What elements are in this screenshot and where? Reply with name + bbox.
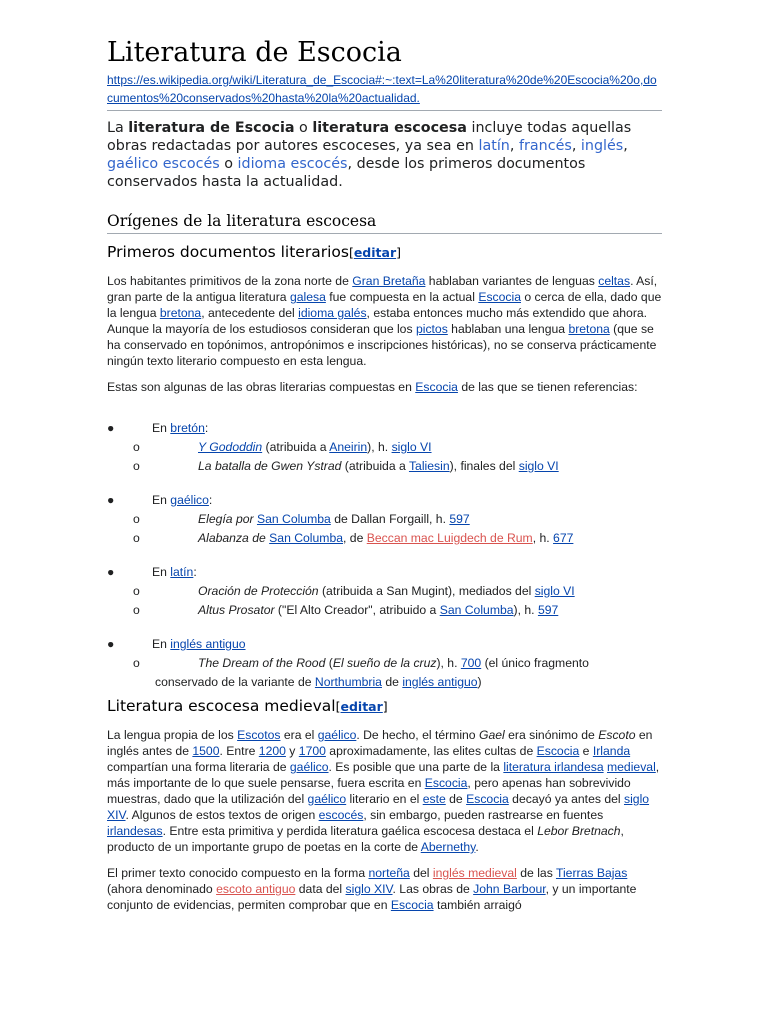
link[interactable]: Irlanda	[592, 744, 631, 758]
text: , de	[343, 531, 367, 545]
text: (que se ha conservado en topónimos, antropónimos e inscripciones históricas), no se conserva prácticamente ningún texto literario compuesto en esta lengua.	[107, 322, 657, 368]
text: de las	[516, 866, 556, 880]
link-frances[interactable]: francés	[518, 138, 572, 154]
text: La batalla de Gwen Ystrad	[198, 459, 342, 473]
text: era sinónimo de	[504, 728, 599, 742]
bullet-disc-icon: ●	[107, 565, 115, 579]
link[interactable]: San Columba	[439, 603, 514, 617]
bullet-circle-icon: o	[133, 459, 140, 473]
redlink[interactable]: escoto antiguo	[216, 882, 296, 896]
text: El sueño de la cruz	[332, 656, 437, 670]
link[interactable]: idioma galés	[298, 306, 367, 320]
text: también arraigó	[433, 898, 522, 912]
text: y	[285, 744, 299, 758]
text: ,	[623, 138, 628, 154]
link[interactable]: literatura irlandesa	[503, 760, 604, 774]
link[interactable]: siglo VI	[391, 440, 432, 454]
link[interactable]: latín	[170, 565, 194, 579]
link[interactable]: 700	[460, 656, 482, 670]
text: del	[409, 866, 433, 880]
page-title: Literatura de Escocia	[107, 37, 402, 68]
text: (atribuida a San Mugint), mediados del	[318, 584, 535, 598]
bullet-disc-icon: ●	[107, 637, 115, 651]
text: de	[445, 792, 467, 806]
bullet-circle-icon: o	[133, 512, 140, 526]
text: ), h.	[367, 440, 392, 454]
link[interactable]: Escotos	[237, 728, 281, 742]
text: de las que se tienen referencias:	[457, 380, 638, 394]
heading-text: Literatura escocesa medieval	[107, 697, 336, 715]
bold-term: literatura escocesa	[312, 120, 467, 136]
text: . Entre	[219, 744, 259, 758]
bullet-disc-icon: ●	[107, 493, 115, 507]
link[interactable]: gaélico	[317, 728, 357, 742]
text: La lengua propia de los	[107, 728, 238, 742]
link[interactable]: siglo XIV	[345, 882, 393, 896]
list-subitem	[107, 457, 662, 476]
text: , sin embargo, pueden rastrearse en fuentes	[363, 808, 604, 822]
link[interactable]: 677	[553, 531, 574, 545]
subsection-heading-medieval	[107, 696, 662, 717]
link[interactable]: gaélico	[170, 493, 209, 507]
link[interactable]: siglo XIV	[107, 792, 650, 822]
link[interactable]: 1500	[192, 744, 220, 758]
link[interactable]: norteña	[368, 866, 410, 880]
paragraph-obras	[107, 379, 662, 395]
text: de Dallan Forgaill, h.	[330, 512, 450, 526]
text: hablaban variantes de lenguas	[425, 274, 599, 288]
text: fue compuesta en la actual	[325, 290, 479, 304]
list-subitem	[107, 438, 662, 457]
text: (ahora denominado	[107, 882, 217, 896]
link[interactable]: John Barbour	[473, 882, 546, 896]
bullet-circle-icon: o	[133, 603, 140, 617]
text: Alabanza de	[198, 531, 270, 545]
text: o cerca de ella, dado que la lengua	[107, 290, 662, 320]
text: ,	[509, 138, 519, 154]
text: hablaban una lengua	[447, 322, 569, 336]
text: conservado de la variante de	[155, 675, 315, 689]
link[interactable]: Escocia	[536, 744, 580, 758]
text: literario en el	[346, 792, 423, 806]
link[interactable]: irlandesas	[107, 824, 163, 838]
list-subitem	[107, 601, 662, 620]
text: (atribuida a	[262, 440, 330, 454]
text: (el único fragmento	[481, 656, 589, 670]
link[interactable]: 1200	[258, 744, 286, 758]
text: , y un importante conjunto de evidencias, permiten comprobar que en	[107, 882, 637, 912]
text: . Así, gran parte de la antigua literatura	[107, 274, 658, 304]
link[interactable]: siglo VI	[534, 584, 575, 598]
text: ), h.	[436, 656, 461, 670]
link[interactable]: inglés antiguo	[170, 637, 246, 651]
link[interactable]: pictos	[415, 322, 448, 336]
text: , desde los primeros documentos conservados hasta la actualidad.	[107, 156, 586, 190]
link[interactable]: San Columba	[269, 531, 344, 545]
text: :	[208, 493, 213, 507]
text: aproximadamente, las elites cultas de	[325, 744, 537, 758]
link[interactable]: Escocia	[466, 792, 509, 806]
link[interactable]: Escocia	[424, 776, 468, 790]
link[interactable]: galesa	[289, 290, 326, 304]
link[interactable]: bretona	[159, 306, 202, 320]
link[interactable]: Escocia	[390, 898, 434, 912]
link[interactable]: Gran Bretaña	[352, 274, 426, 288]
text: El primer texto conocido compuesto en la forma	[107, 866, 369, 880]
text: ("El Alto Creador", atribuido a	[274, 603, 440, 617]
text: Los habitantes primitivos de la zona norte de	[107, 274, 353, 288]
list-subitem-continuation	[107, 673, 662, 692]
article	[107, 36, 662, 913]
edit-link[interactable]: editar	[353, 245, 397, 260]
text: e	[579, 744, 593, 758]
heading-text: Primeros documentos literarios	[107, 243, 349, 261]
link-idioma-escoces[interactable]: idioma escocés	[237, 156, 348, 172]
edit-link[interactable]: editar	[340, 699, 383, 714]
text: , estaba entonces mucho más extendido que ahora. Aunque la mayoría de los estudiosos consideran que los	[107, 306, 648, 336]
link[interactable]: San Columba	[256, 512, 331, 526]
link[interactable]: Abernethy	[420, 840, 476, 854]
list-item-latin	[107, 563, 662, 582]
text: Estas son algunas de las obras literarias compuestas en	[107, 380, 416, 394]
paragraph-escotos	[107, 727, 662, 855]
link[interactable]: 1700	[298, 744, 326, 758]
edit-section: [editar]	[348, 245, 402, 260]
text: , producto de un importante grupo de poetas en la corte de	[107, 824, 624, 854]
link-gaelico-escoces[interactable]: gaélico escocés	[107, 156, 220, 172]
redlink[interactable]: Beccan mac Luigdech de Rum	[366, 531, 533, 545]
text: , pero apenas han sobrevivido muestras, dado que la utilización del	[107, 776, 631, 806]
section-heading-origins: Orígenes de la literatura escocesa	[107, 212, 377, 230]
bullet-disc-icon: ●	[107, 421, 115, 435]
text: )	[477, 675, 482, 689]
text: (	[325, 656, 333, 670]
text: , más importante de lo que suele pensarse, fuera escrita en	[107, 760, 660, 790]
text: compartían una forma literaria de	[107, 760, 290, 774]
link[interactable]: celtas	[598, 274, 631, 288]
text: Escoto	[598, 728, 636, 742]
paragraph-primer-texto	[107, 865, 662, 913]
intro-paragraph	[107, 119, 662, 191]
link[interactable]: escocés	[318, 808, 364, 822]
link[interactable]: bretón	[170, 421, 205, 435]
text: Gael	[478, 728, 505, 742]
text: En	[152, 637, 171, 651]
link[interactable]: Northumbria	[314, 675, 382, 689]
bullet-circle-icon: o	[133, 584, 140, 598]
text: :	[193, 565, 197, 579]
link[interactable]: Tierras Bajas	[555, 866, 628, 880]
text: En	[152, 493, 171, 507]
bullet-circle-icon: o	[133, 531, 140, 545]
text: En	[152, 565, 171, 579]
list-item-ingles-antiguo	[107, 635, 662, 654]
list-subitem	[107, 529, 662, 548]
link[interactable]: Escocia	[478, 290, 521, 304]
edit-section: [editar]	[335, 699, 388, 714]
text: Lebor Bretnach	[537, 824, 621, 838]
bullet-circle-icon: o	[133, 440, 140, 454]
text: ), finales del	[449, 459, 519, 473]
list-subitem	[107, 582, 662, 601]
source-url-link[interactable]: https://es.wikipedia.org/wiki/Literatura_de_Escocia#:~:text=La%20literatura%20de%20Escocia%20o,documentos%20conservados%20hasta%20la%20actualidad.	[107, 73, 657, 105]
link[interactable]: Escocia	[415, 380, 458, 394]
text: Oración de Protección	[198, 584, 319, 598]
link-latin[interactable]: latín	[478, 138, 510, 154]
text: . De hecho, el término	[356, 728, 479, 742]
text: en inglés antes de	[107, 728, 653, 758]
text: (atribuida a	[341, 459, 409, 473]
link[interactable]: siglo VI	[518, 459, 559, 473]
text: Altus Prosator	[198, 603, 275, 617]
text: , h.	[532, 531, 554, 545]
list-subitem	[107, 510, 662, 529]
link[interactable]: Y Gododdin	[198, 440, 263, 454]
subsection-heading-primeros	[107, 242, 662, 263]
link[interactable]: Taliesin	[408, 459, 450, 473]
text: En	[152, 421, 171, 435]
text: La	[107, 120, 129, 136]
list-subitem	[107, 654, 662, 673]
text: o	[219, 156, 238, 172]
link[interactable]: gaélico	[307, 792, 347, 806]
link[interactable]: este	[422, 792, 446, 806]
title-divider	[107, 110, 662, 111]
link[interactable]: bretona	[568, 322, 610, 336]
text: ), h.	[513, 603, 538, 617]
text: The Dream of the Rood	[198, 656, 326, 670]
text: Elegía por	[198, 512, 257, 526]
works-list	[107, 419, 662, 692]
text: de	[381, 675, 403, 689]
text: incluye todas aquellas obras redactadas por autores escoceses, ya sea en	[107, 120, 632, 154]
text: . Algunos de estos textos de origen	[125, 808, 319, 822]
text: . Es posible que una parte de la	[328, 760, 504, 774]
link[interactable]: gaélico	[289, 760, 329, 774]
text: .	[475, 840, 479, 854]
list-item-breton	[107, 419, 662, 438]
text: decayó ya antes del	[508, 792, 624, 806]
text: :	[204, 421, 209, 435]
link-ingles[interactable]: inglés	[580, 138, 624, 154]
text: ,	[571, 138, 581, 154]
text: era el	[280, 728, 318, 742]
link[interactable]: inglés antiguo	[402, 675, 478, 689]
link[interactable]: 597	[537, 603, 559, 617]
text: . Entre esta primitiva y perdida literatura gaélica escocesa destaca el	[162, 824, 538, 838]
bullet-circle-icon: o	[133, 656, 140, 670]
section-divider	[107, 233, 662, 234]
text: . Las obras de	[392, 882, 474, 896]
list-item-gaelico	[107, 491, 662, 510]
bold-term: literatura de Escocia	[128, 120, 295, 136]
link[interactable]: Aneirin	[329, 440, 368, 454]
text: data del	[295, 882, 346, 896]
link[interactable]: medieval	[607, 760, 656, 774]
link[interactable]: 597	[449, 512, 470, 526]
text: , antecedente del	[201, 306, 299, 320]
text: o	[294, 120, 313, 136]
redlink[interactable]: inglés medieval	[432, 866, 517, 880]
paragraph-habitantes	[107, 273, 662, 369]
